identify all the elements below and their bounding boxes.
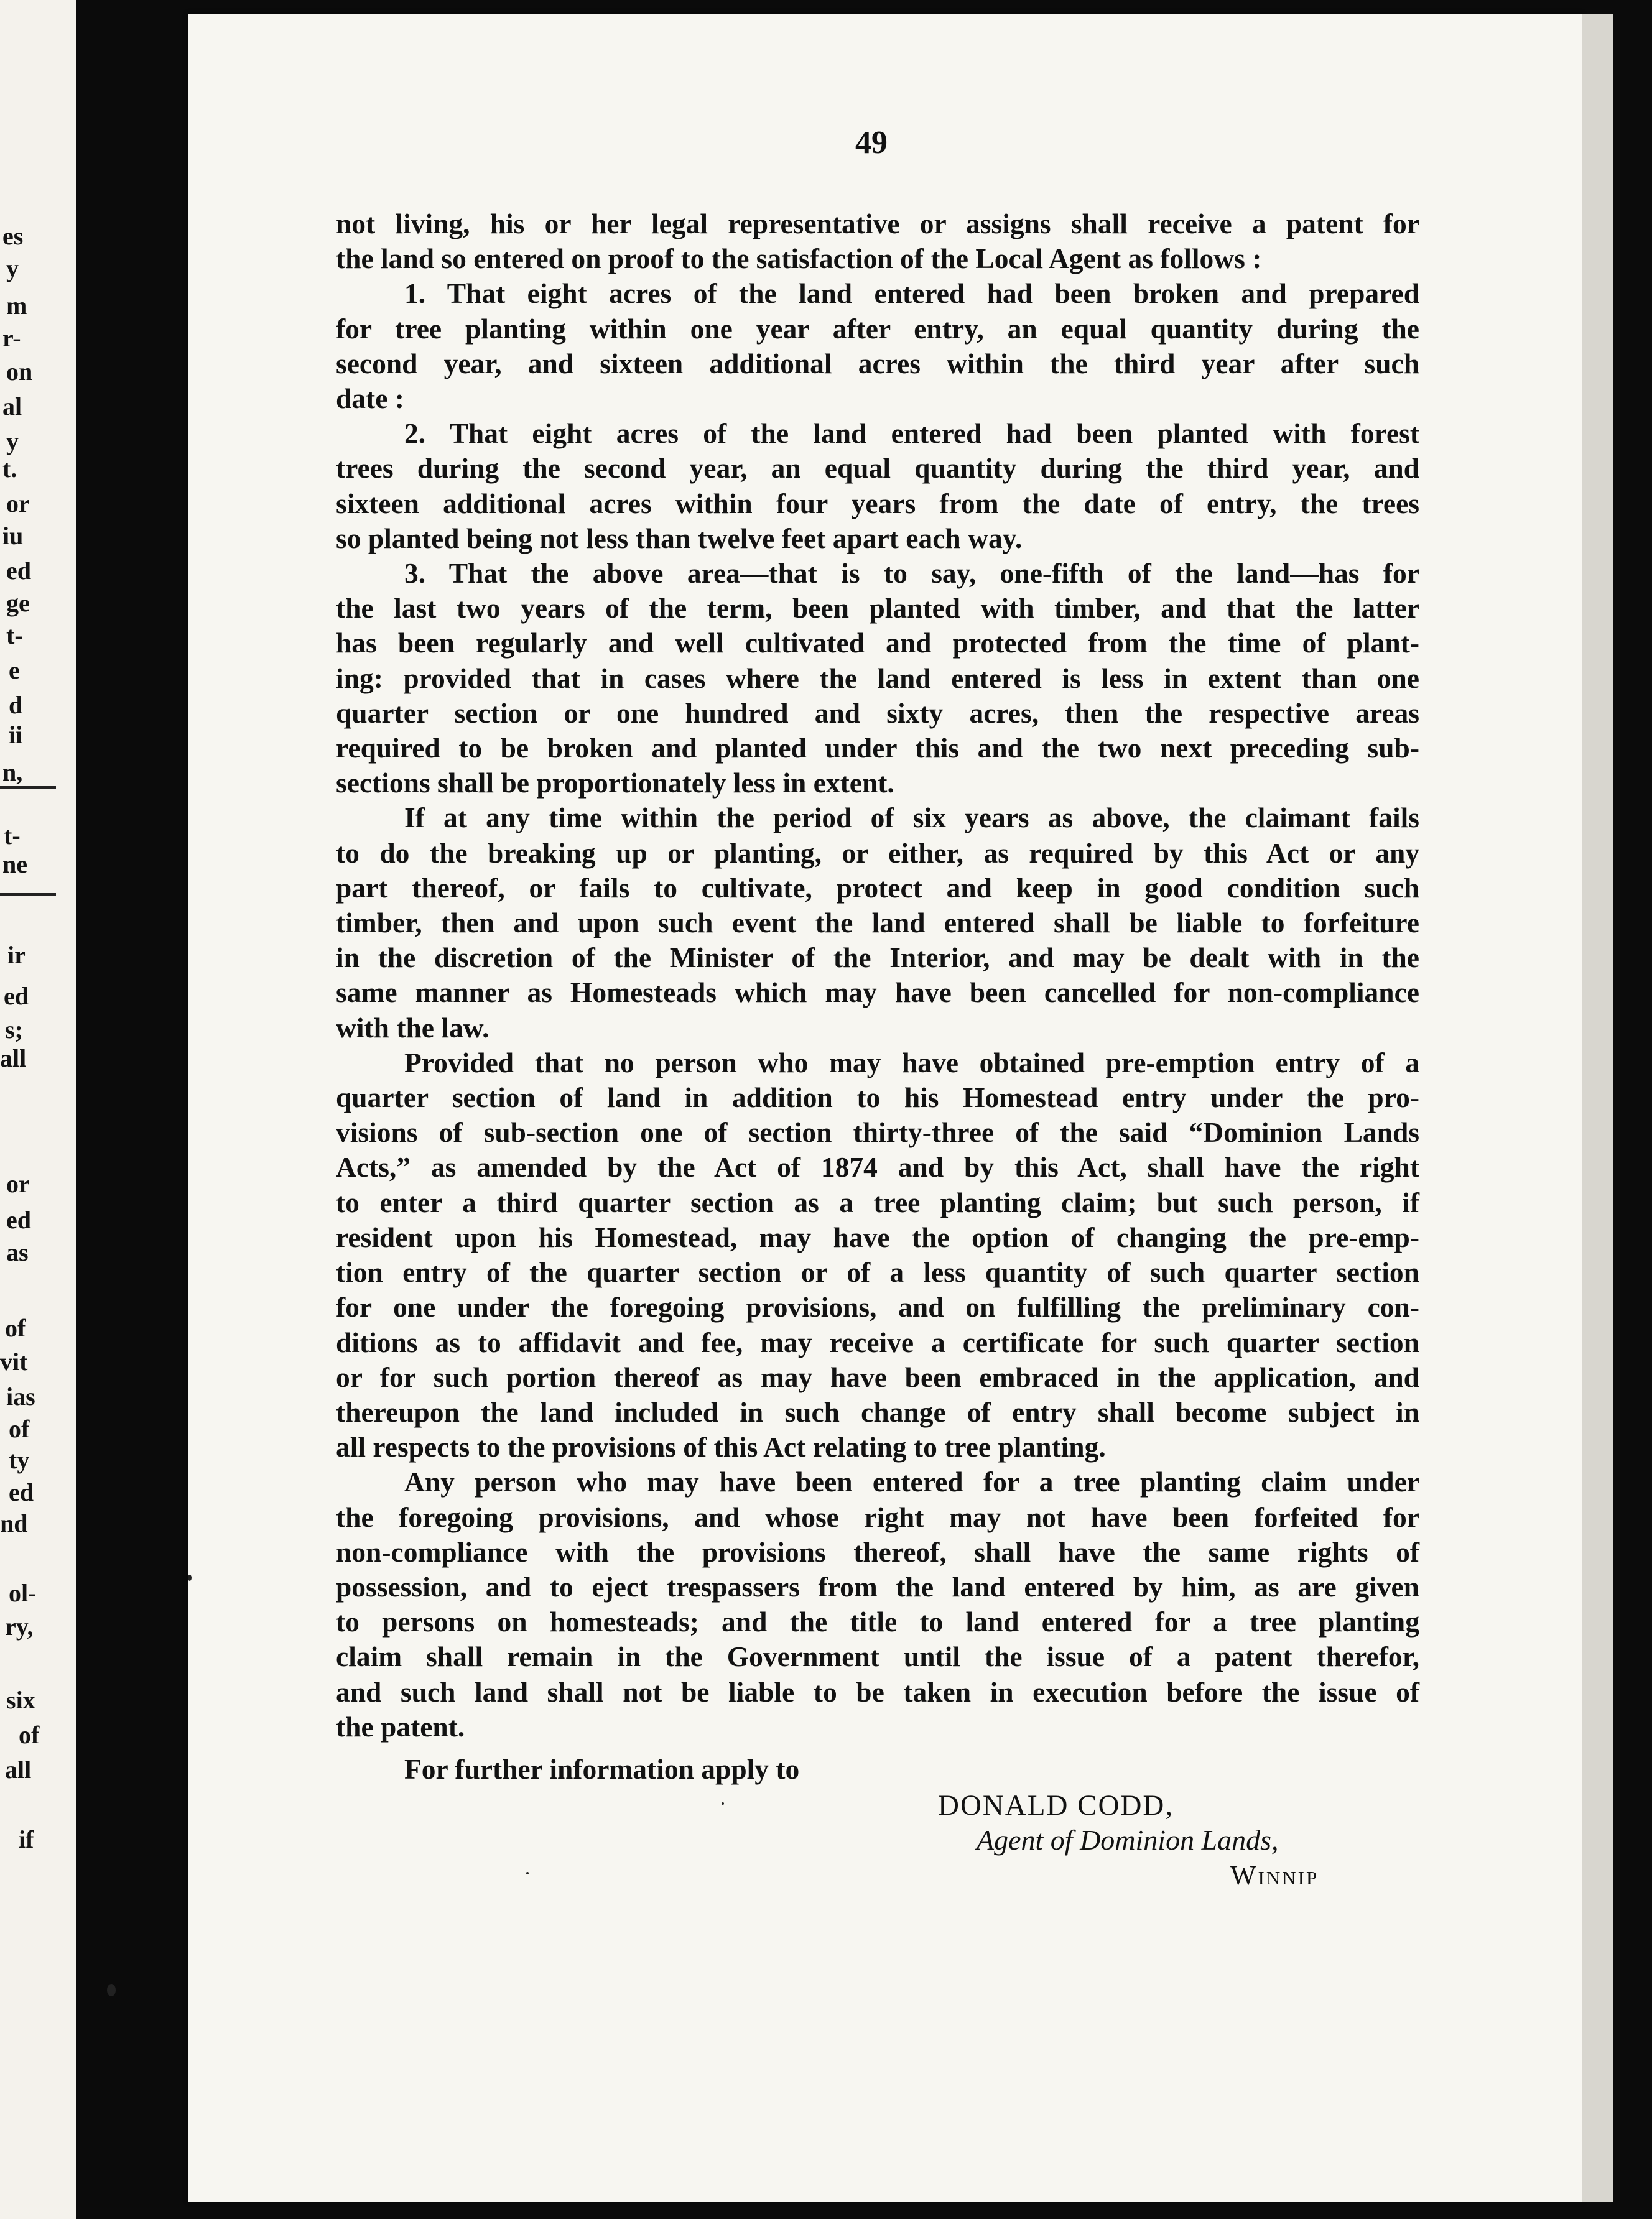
margin-fragment: ed (9, 1478, 34, 1506)
text-line: 3. That the above area—that is to say, one-fifth of the land—has for (404, 557, 1419, 590)
signatory-name: DONALD CODD, (938, 1789, 1174, 1822)
scan-border (1613, 0, 1652, 2219)
margin-fragment: nd (0, 1509, 28, 1537)
text-line: claim shall remain in the Government until the issue of a patent therefor, (336, 1641, 1419, 1673)
text-line: non-compliance with the provisions thereof, shall have the same rights of (336, 1536, 1419, 1568)
margin-fragment: n, (2, 758, 23, 786)
margin-fragment: al (2, 392, 22, 420)
text-line: trees during the second year, an equal quantity during the third year, and (336, 452, 1419, 484)
margin-fragment: r- (2, 324, 21, 352)
text-line: If at any time within the period of six years as above, the claimant fails (404, 802, 1419, 834)
margin-fragment: ii (9, 721, 23, 749)
ink-speck (107, 1984, 116, 1996)
margin-fragment: ed (4, 982, 29, 1010)
margin-rule (0, 786, 56, 789)
text-line: date : (336, 382, 404, 415)
text-line: sixteen additional acres within four years from the date of entry, the trees (336, 487, 1419, 519)
text-line: or for such portion thereof as may have been embraced in the application, and (336, 1361, 1419, 1393)
margin-fragment: six (6, 1686, 35, 1714)
margin-fragment: all (5, 1756, 32, 1784)
margin-fragment: or (6, 1170, 30, 1198)
text-line: has been regularly and well cultivated and protected from the time of plant- (336, 627, 1419, 659)
margin-fragment: as (6, 1238, 29, 1266)
margin-fragment: ry, (5, 1613, 34, 1641)
text-line: to enter a third quarter section as a tree planting claim; but such person, if (336, 1186, 1419, 1218)
page-edge (1582, 14, 1613, 2202)
text-line: timber, then and upon such event the land entered shall be liable to forfeiture (336, 907, 1419, 939)
body-text (336, 206, 1419, 1744)
margin-rule (0, 893, 56, 896)
margin-fragment: y (6, 427, 19, 455)
text-line: thereupon the land included in such change of entry shall become subject in (336, 1396, 1419, 1428)
page-number: 49 (855, 125, 888, 160)
margin-fragment: ir (7, 941, 26, 969)
text-line: quarter section or one hundred and sixty acres, then the respective areas (336, 697, 1419, 729)
text-line: required to be broken and planted under this and the two next preceding sub- (336, 732, 1419, 764)
margin-fragment: e (9, 656, 20, 684)
closing-line: For further information apply to (404, 1753, 800, 1785)
text-line: visions of sub-section one of section thirty-three of the said “Dominion Lands (336, 1116, 1419, 1149)
text-line: to persons on homesteads; and the title to land entered for a tree planting (336, 1606, 1419, 1638)
text-line: second year, and sixteen additional acres within the third year after such (336, 347, 1419, 379)
binding-gutter (76, 0, 188, 2219)
margin-fragment: ne (2, 850, 27, 878)
text-line: all respects to the provisions of this Act relating to tree planting. (336, 1431, 1106, 1463)
text-line: ditions as to affidavit and fee, may receive a certificate for such quarter section (336, 1326, 1419, 1358)
text-line: so planted being not less than twelve feet apart each way. (336, 522, 1023, 554)
margin-fragment: ol- (9, 1579, 37, 1607)
margin-fragment: t- (4, 822, 21, 850)
signatory-place: Winnip (1230, 1860, 1319, 1891)
margin-fragment: ias (6, 1383, 35, 1411)
text-line: the land so entered on proof to the satisfaction of the Local Agent as follows : (336, 243, 1262, 275)
adjacent-page-margin-text (0, 0, 76, 2219)
margin-fragment: vit (0, 1348, 28, 1376)
margin-fragment: ge (6, 589, 30, 617)
text-line: Any person who may have been entered for a tree planting claim under (404, 1466, 1419, 1498)
text-line: same manner as Homesteads which may have been cancelled for non-compliance (336, 976, 1419, 1009)
text-line: quarter section of land in addition to his Homestead entry under the pro- (336, 1082, 1419, 1114)
text-line: possession, and to eject trespassers from the land entered by him, as are given (336, 1570, 1419, 1603)
text-line: 2. That eight acres of the land entered had been planted with forest (404, 417, 1419, 450)
text-line: to do the breaking up or planting, or either, as required by this Act or any (336, 836, 1419, 869)
text-line: tion entry of the quarter section or of a less quantity of such quarter section (336, 1256, 1419, 1289)
margin-fragment: all (0, 1044, 27, 1072)
text-line: the patent. (336, 1710, 465, 1743)
margin-fragment: of (19, 1721, 40, 1749)
margin-fragment: if (19, 1825, 34, 1853)
margin-fragment: t. (2, 455, 17, 483)
margin-fragment: m (6, 292, 27, 320)
ink-speck (526, 1872, 529, 1874)
text-line: ing: provided that in cases where the land entered is less in extent than one (336, 662, 1419, 694)
margin-fragment: ed (6, 557, 31, 585)
text-line: with the law. (336, 1011, 490, 1044)
text-line: and such land shall not be liable to be taken in execution before the issue of (336, 1675, 1419, 1708)
margin-fragment: of (5, 1314, 26, 1342)
ink-speck (722, 1802, 724, 1805)
margin-fragment: iu (2, 522, 24, 550)
margin-fragment: ty (9, 1446, 30, 1474)
margin-fragment: y (6, 254, 19, 282)
margin-fragment: ed (6, 1206, 31, 1234)
margin-fragment: of (9, 1415, 30, 1443)
margin-fragment: d (9, 691, 23, 719)
text-line: 1. That eight acres of the land entered had been broken and prepared (404, 277, 1419, 310)
text-line: Provided that no person who may have obtained pre-emption entry of a (404, 1046, 1419, 1078)
text-line: sections shall be proportionately less in extent. (336, 767, 894, 799)
text-line: the last two years of the term, been planted with timber, and that the latter (336, 592, 1419, 624)
text-line: resident upon his Homestead, may have the option of changing the pre-emp- (336, 1221, 1419, 1253)
margin-fragment: or (6, 489, 30, 517)
signatory-title: Agent of Dominion Lands, (977, 1824, 1279, 1856)
ink-speck (188, 1575, 192, 1581)
text-line: the foregoing provisions, and whose right may not have been forfeited for (336, 1501, 1419, 1533)
margin-fragment: on (6, 358, 33, 386)
margin-fragment: es (2, 222, 24, 250)
margin-fragment: s; (5, 1016, 23, 1044)
margin-fragment: t- (6, 621, 23, 649)
text-line: not living, his or her legal representative or assigns shall receive a patent for (336, 208, 1419, 239)
text-line: part thereof, or fails to cultivate, protect and keep in good condition such (336, 871, 1419, 904)
text-line: Acts,” as amended by the Act of 1874 and by this Act, shall have the right (336, 1151, 1419, 1184)
text-line: in the discretion of the Minister of the Interior, and may be dealt with in the (336, 942, 1419, 974)
text-line: for tree planting within one year after entry, an equal quantity during the (336, 312, 1419, 345)
text-line: for one under the foregoing provisions, and on fulfilling the preliminary con- (336, 1291, 1419, 1323)
